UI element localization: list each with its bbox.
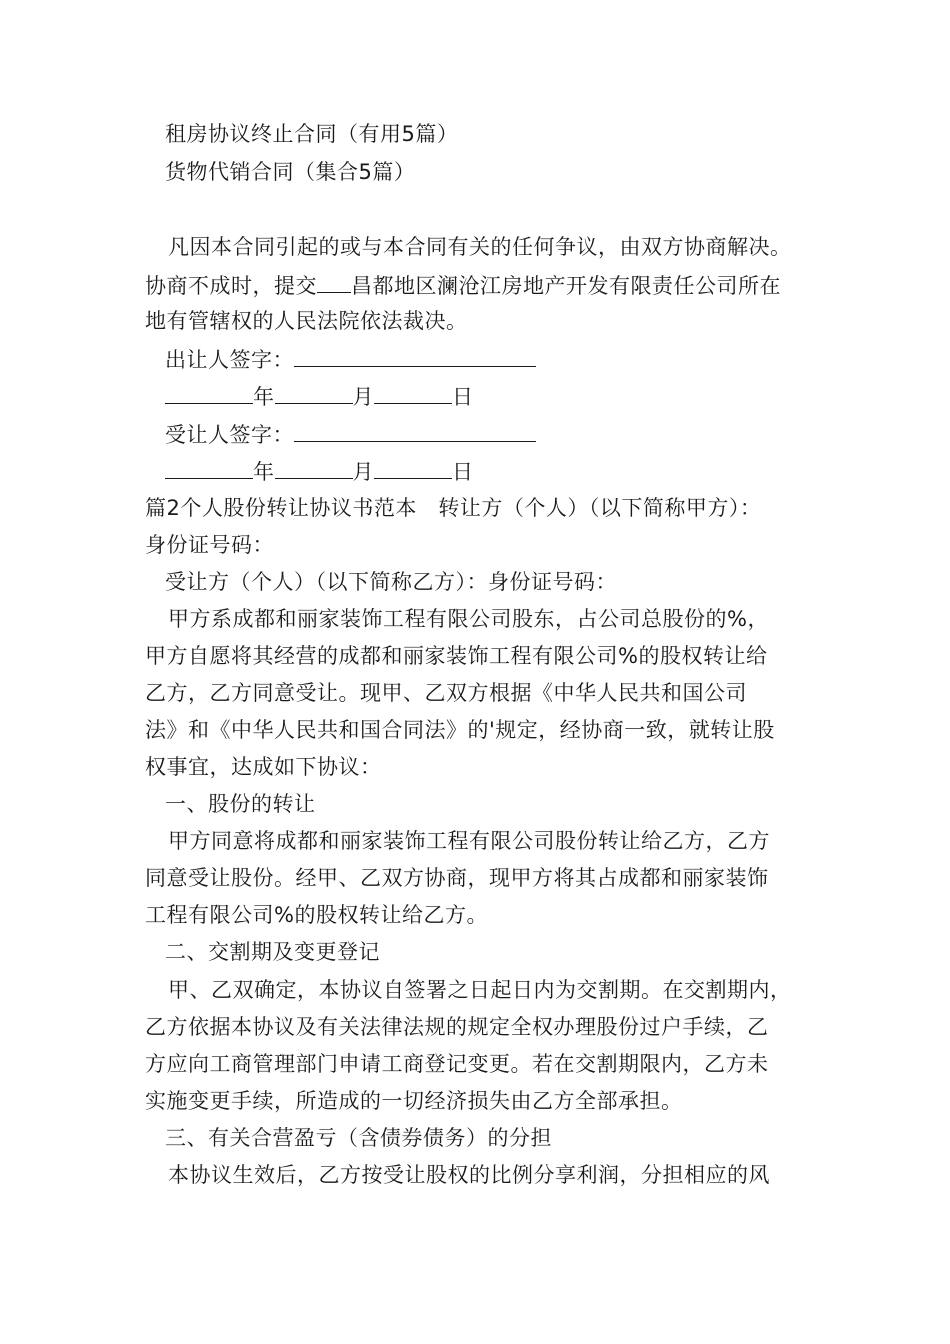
section-heading-cont: 身份证号码： (145, 533, 274, 557)
article-title: 二、交割期及变更登记 (165, 940, 380, 964)
date-month-label: 月 (352, 460, 374, 484)
paragraph-line: 乙方，乙方同意受让。现甲、乙双方根据《中华人民共和国公司 (145, 681, 747, 705)
signature-line-transferee (165, 421, 855, 447)
signature-label: 受让人签字： (165, 423, 294, 447)
paragraph-line: 方应向工商管理部门申请工商登记变更。若在交割期限内，乙方未 (145, 1052, 769, 1076)
article-title: 三、有关合营盈亏（含债券债务）的分担 (165, 1126, 552, 1150)
paragraph-line: 甲方同意将成都和丽家装饰工程有限公司股份转让给乙方，乙方 (168, 829, 770, 853)
toc-item: 货物代销合同（集合5篇） (165, 160, 416, 184)
date-blank (275, 383, 353, 404)
paragraph-line: 地有管辖权的人民法院依法裁决。 (145, 309, 468, 333)
paragraph-line: 甲方自愿将其经营的成都和丽家装饰工程有限公司%的股权转让给 (145, 644, 768, 668)
signature-blank (294, 346, 536, 367)
signature-label: 出让人签字： (165, 348, 294, 372)
paragraph-text: 昌都地区澜沧江房地产开发有限责任公司所在 (351, 274, 781, 298)
paragraph-line: 乙方依据本协议及有关法律法规的规定全权办理股份过户手续，乙 (145, 1015, 769, 1039)
party-b-line: 受让方（个人）（以下简称乙方）：身份证号码： (165, 570, 617, 594)
date-year-label: 年 (253, 385, 275, 409)
paragraph-line: 甲、乙双确定，本协议自签署之日起日内为交割期。在交割期内， (168, 978, 792, 1002)
date-blank (275, 458, 353, 479)
paragraph-line: 法》和《中华人民共和国合同法》的'规定，经协商一致，就转让股 (145, 718, 775, 742)
date-day-label: 日 (452, 385, 474, 409)
signature-blank (294, 421, 536, 442)
paragraph-line: 本协议生效后，乙方按受让股权的比例分享利润，分担相应的风 (168, 1163, 770, 1187)
toc-item: 租房协议终止合同（有用5篇） (165, 122, 459, 146)
article-title: 一、股份的转让 (165, 792, 316, 816)
date-blank (165, 458, 253, 479)
date-year-label: 年 (253, 460, 275, 484)
signature-line-transferor (165, 346, 855, 372)
date-line (165, 383, 855, 409)
date-blank (374, 383, 452, 404)
blank-underline (317, 272, 351, 293)
paragraph-text: 凡因本合同引起的或与本合同有关的任何争议，由双方协商解决。 (168, 235, 792, 259)
date-blank (165, 383, 253, 404)
section-heading: 篇2个人股份转让协议书范本 转让方（个人）（以下简称甲方）： (145, 496, 762, 520)
date-line (165, 458, 855, 484)
date-month-label: 月 (352, 385, 374, 409)
date-day-label: 日 (452, 460, 474, 484)
date-blank (374, 458, 452, 479)
paragraph-line (168, 235, 835, 261)
paragraph-line: 实施变更手续，所造成的一切经济损失由乙方全部承担。 (145, 1089, 683, 1113)
paragraph-line (145, 272, 835, 298)
paragraph-line: 工程有限公司%的股权转让给乙方。 (145, 903, 488, 927)
paragraph-text: 协商不成时，提交 (145, 274, 317, 298)
paragraph-line: 权事宜，达成如下协议： (145, 755, 382, 779)
paragraph-line: 同意受让股份。经甲、乙双方协商，现甲方将其占成都和丽家装饰 (145, 866, 769, 890)
paragraph-line: 甲方系成都和丽家装饰工程有限公司股东，占公司总股份的%， (168, 607, 769, 631)
